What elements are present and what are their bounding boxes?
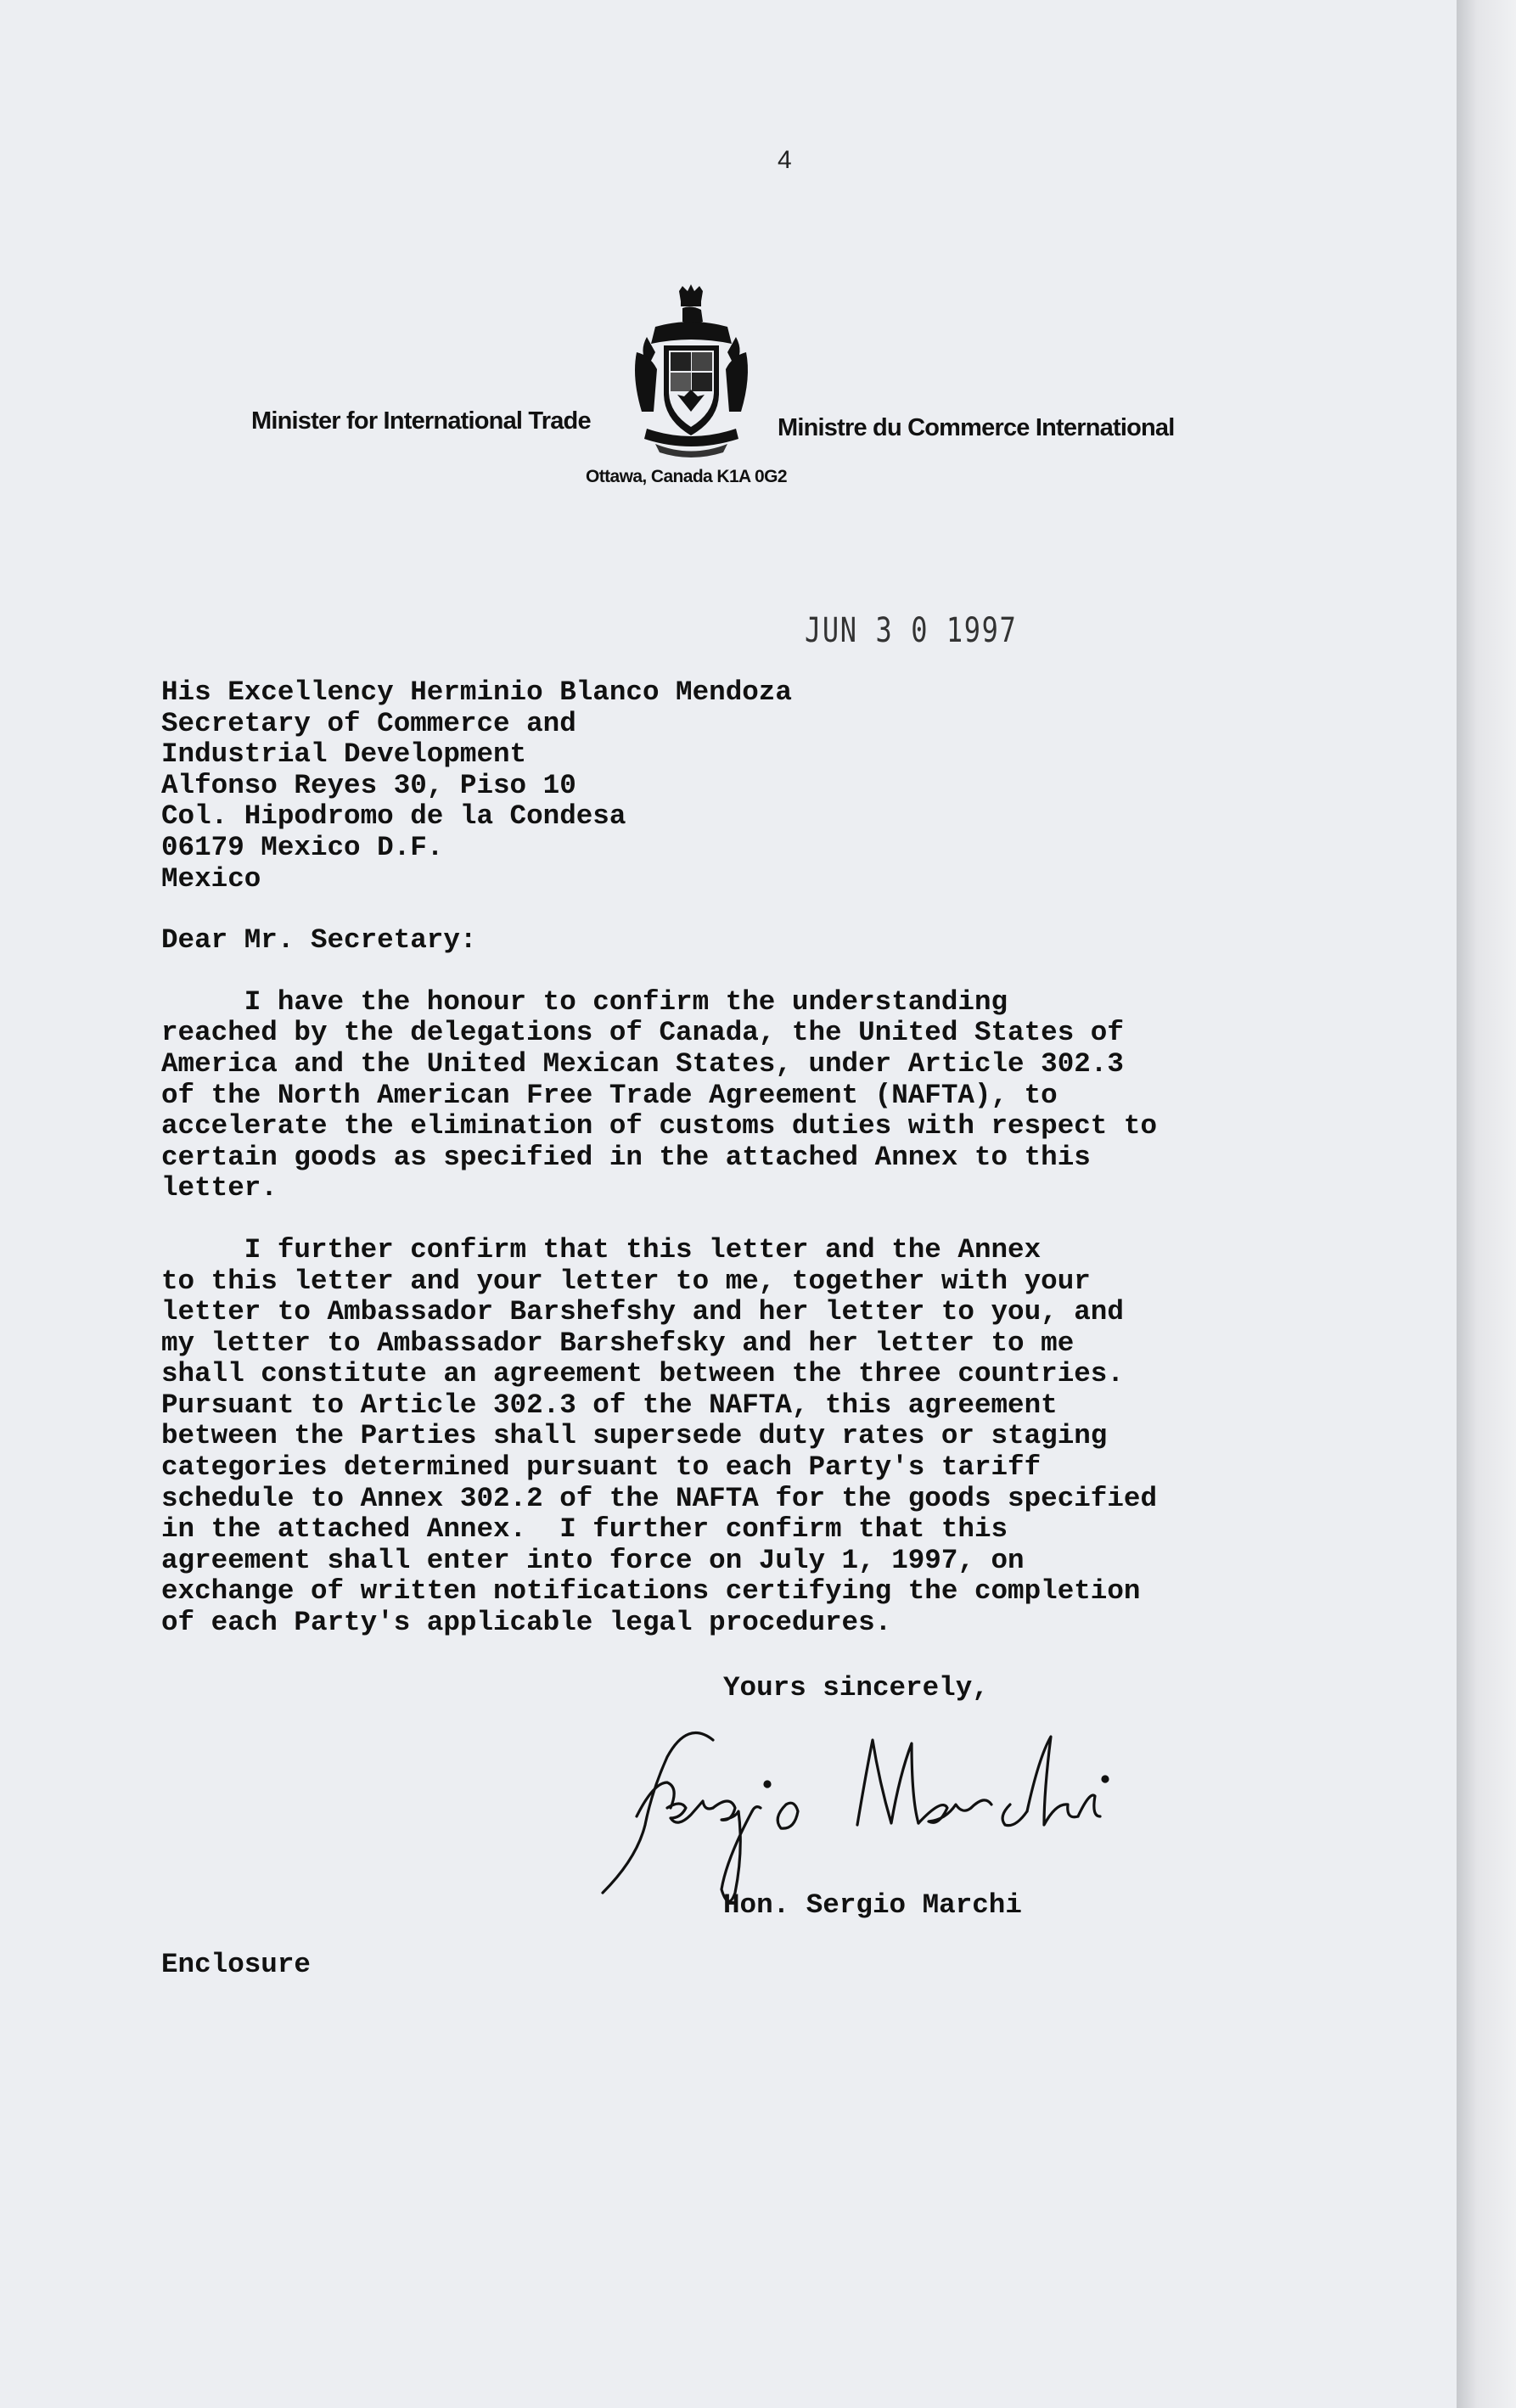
paragraph-line: schedule to Annex 302.2 of the NAFTA for the goods specified — [161, 1482, 1158, 1514]
paragraph-line: my letter to Ambassador Barshefsky and her letter to me — [161, 1327, 1075, 1359]
recipient-line: His Excellency Herminio Blanco Mendoza — [161, 676, 792, 708]
paragraph-line: agreement shall enter into force on July 1, 1997, on — [161, 1544, 1025, 1576]
paragraph-1 — [161, 987, 1333, 1204]
paragraph-line: America and the United Mexican States, under Article 302.3 — [161, 1047, 1124, 1080]
page-number: 4 — [778, 146, 792, 174]
paragraph-line: letter to Ambassador Barshefshy and her letter to you, and — [161, 1296, 1124, 1328]
paragraph-line: of each Party's applicable legal procedures. — [161, 1607, 892, 1639]
paragraph-line: categories determined pursuant to each Party's tariff — [161, 1451, 1042, 1484]
paragraph-2 — [161, 1235, 1333, 1639]
paragraph-line: I have the honour to confirm the understanding — [161, 985, 1008, 1018]
signer-name: Hon. Sergio Marchi — [723, 1889, 1022, 1921]
recipient-line: Col. Hipodromo de la Condesa — [161, 800, 626, 833]
paragraph-line: to this letter and your letter to me, together with your — [161, 1265, 1091, 1297]
enclosure-note: Enclosure — [161, 1949, 311, 1980]
canada-coat-of-arms-icon — [630, 284, 753, 458]
letterhead-address: Ottawa, Canada K1A 0G2 — [586, 467, 787, 486]
date-stamp: JUN 3 0 1997 — [805, 611, 1018, 650]
letterhead-french-title: Ministre du Commerce International — [778, 414, 1175, 441]
paragraph-line: between the Parties shall supersede duty rates or staging — [161, 1420, 1108, 1452]
recipient-address — [161, 677, 1333, 895]
recipient-line: 06179 Mexico D.F. — [161, 831, 444, 863]
paragraph-line: reached by the delegations of Canada, the United States of — [161, 1017, 1124, 1049]
paragraph-line: exchange of written notifications certifying the completion — [161, 1575, 1141, 1608]
paragraph-line: certain goods as specified in the attached Annex to this — [161, 1141, 1091, 1173]
paragraph-line: shall constitute an agreement between the three countries. — [161, 1358, 1124, 1390]
letter-body — [161, 677, 1333, 1639]
paragraph-line: I further confirm that this letter and the Annex — [161, 1233, 1042, 1266]
paragraph-line: in the attached Annex. I further confirm that this — [161, 1513, 1008, 1546]
closing: Yours sincerely, — [723, 1672, 989, 1704]
recipient-line: Alfonso Reyes 30, Piso 10 — [161, 769, 576, 801]
paragraph-line: letter. — [161, 1172, 278, 1204]
paragraph-line: Pursuant to Article 302.3 of the NAFTA, this agreement — [161, 1389, 1058, 1421]
recipient-line: Industrial Development — [161, 738, 527, 771]
paragraph-line: accelerate the elimination of customs duties with respect to — [161, 1110, 1158, 1142]
recipient-line: Secretary of Commerce and — [161, 707, 576, 739]
recipient-line: Mexico — [161, 862, 261, 895]
letterhead-english-title: Minister for International Trade — [251, 407, 591, 435]
paragraph-line: of the North American Free Trade Agreement (NAFTA), to — [161, 1079, 1058, 1111]
salutation: Dear Mr. Secretary: — [161, 924, 477, 957]
page-edge-shadow — [1457, 0, 1516, 2408]
